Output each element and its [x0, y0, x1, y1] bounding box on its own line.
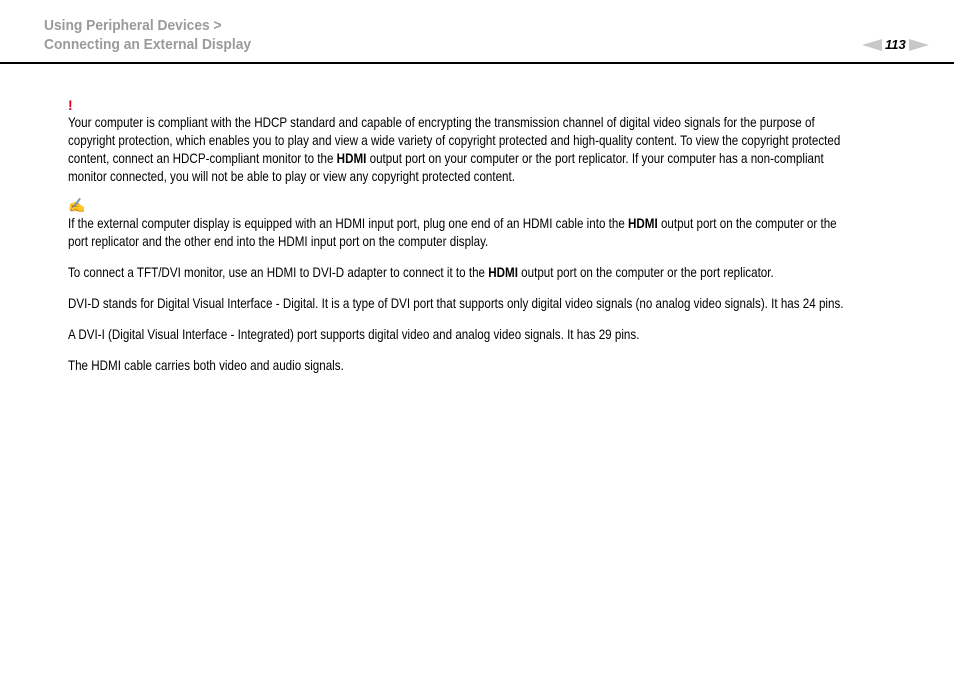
page-number: 113: [885, 37, 906, 52]
text-line: [68, 325, 798, 343]
paragraph: [68, 356, 948, 374]
paragraph: [68, 263, 948, 281]
bold-term: HDMI: [488, 264, 518, 280]
page-navigation: [862, 37, 929, 52]
text-segment: monitor connected, you will not be able to play or view any copyright protected content.: [68, 168, 515, 184]
warning-icon: !: [68, 97, 73, 113]
text-segment: DVI-D stands for Digital Visual Interface - Digital. It is a type of DVI port that supports only digital video signals (no analog video signals). It has 24 pins.: [68, 295, 844, 311]
text-line: [68, 214, 837, 232]
text-segment: content, connect an HDCP-compliant monitor to the: [68, 150, 337, 166]
text-line: [68, 149, 824, 167]
next-page-icon[interactable]: [909, 39, 929, 51]
text-line: [68, 131, 841, 149]
note-block: [68, 198, 948, 250]
text-segment: A DVI-I (Digital Visual Interface - Integrated) port supports digital video and analog video signals. It has 29 pins.: [68, 326, 640, 342]
paragraph: [68, 325, 948, 343]
text-segment: Your computer is compliant with the HDCP standard and capable of encrypting the transmission channel of digital video signals for the purpose of: [68, 114, 815, 130]
bold-term: HDMI: [628, 215, 658, 231]
warning-block: [68, 98, 948, 185]
text-line: [68, 232, 798, 250]
page-content: [68, 98, 948, 387]
paragraph: [68, 294, 948, 312]
text-segment: port replicator and the other end into the HDMI input port on the computer display.: [68, 233, 489, 249]
previous-page-icon[interactable]: [862, 39, 882, 51]
text-segment: If the external computer display is equipped with an HDMI input port, plug one end of an HDMI cable into the: [68, 215, 629, 231]
text-segment: output port on the computer or the port replicator.: [517, 264, 774, 280]
text-segment: copyright protection, which enables you to play and view a wide variety of copyright protected and high-quality content. To view the copyright protected: [68, 132, 841, 148]
text-line: [68, 113, 815, 131]
text-line: [68, 263, 798, 281]
text-segment: The HDMI cable carries both video and audio signals.: [68, 357, 344, 373]
breadcrumb-page[interactable]: Connecting an External Display: [44, 36, 252, 53]
breadcrumb-section[interactable]: Using Peripheral Devices >: [44, 17, 222, 34]
header-divider: [0, 62, 954, 64]
text-line: [68, 167, 798, 185]
breadcrumb: [44, 16, 251, 54]
text-segment: output port on your computer or the port replicator. If your computer has a non-compliant: [366, 150, 824, 166]
text-line: [68, 294, 844, 312]
text-line: [68, 356, 798, 374]
text-segment: To connect a TFT/DVI monitor, use an HDMI to DVI-D adapter to connect it to the: [68, 264, 489, 280]
text-segment: output port on the computer or the: [657, 215, 837, 231]
bold-term: HDMI: [336, 150, 367, 166]
note-pencil-icon: ✍: [68, 197, 86, 213]
